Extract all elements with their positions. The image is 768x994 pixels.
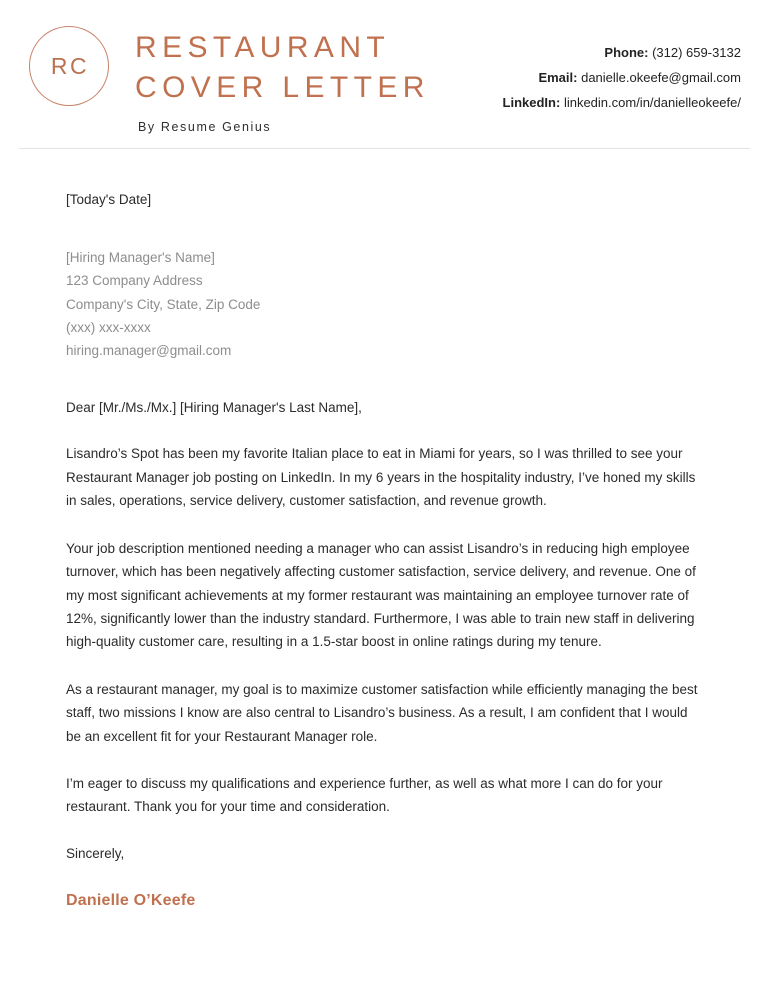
recipient-line: hiring.manager@gmail.com [66,343,232,359]
document-title-line-2: COVER LETTER [135,71,430,104]
recipient-line: Company's City, State, Zip Code [66,296,261,312]
recipient-address [66,246,700,362]
document-title-line-1: RESTAURANT [135,31,391,64]
letter-header [0,0,768,134]
body-paragraph: I’m eager to discuss my qualifications and experience further, as well as what more I can do for your restaurant. Thank you for your time and consideration. [66,775,663,815]
contact-email-label: Email: [538,70,578,85]
salutation: Dear [Mr./Ms./Mx.] [Hiring Manager's Last Name], [66,400,362,416]
recipient-line: 123 Company Address [66,273,203,289]
contact-linkedin [503,90,741,115]
byline: By Resume Genius [138,120,272,134]
contact-phone-value: (312) 659-3132 [652,45,741,60]
closing-line: Sincerely, [66,845,125,861]
contact-linkedin-value: linkedin.com/in/danielleokeefe/ [563,95,741,110]
signature-name: Danielle O’Keefe [66,891,196,909]
recipient-line: (xxx) xxx-xxxx [66,319,151,335]
body-paragraph: Your job description mentioned needing a manager who can assist Lisandro’s in reducing high employee turnover, which has been negatively affecting customer satisfaction, service delivery, and revenue. One of my most significant achievements at my former restaurant was maintaining an employee turnover rate of 12%, significantly lower than the industry standard. Furthermore, I was able to train new staff in delivering high-quality customer care, resulting in a 1.5-star boost in online ratings during my tenure. [66,540,696,650]
contact-linkedin-label: LinkedIn: [502,95,561,110]
letter-body [0,190,700,910]
contact-email-value: danielle.okeefe@gmail.com [581,70,741,85]
monogram-initials: RC [50,52,90,79]
contact-email [503,65,741,90]
header-divider [19,148,750,149]
contact-phone-label: Phone: [604,45,649,60]
contact-block [503,26,742,115]
recipient-line: [Hiring Manager's Name] [66,250,215,265]
letter-date: [Today's Date] [66,192,152,207]
monogram-circle [29,26,109,106]
body-paragraph: As a restaurant manager, my goal is to maximize customer satisfaction while efficiently managing the best staff, two missions I know are also central to Lisandro’s business. As a result, I am confident that I would be an excellent fit for your Restaurant Manager role. [66,681,698,744]
contact-phone [503,40,741,65]
body-paragraph: Lisandro’s Spot has been my favorite Italian place to eat in Miami for years, so I was thrilled to see your Restaurant Manager job posting on LinkedIn. In my 6 years in the hospitality industry, I’ve honed my skills in sales, operations, service delivery, customer satisfaction, and revenue growth. [66,446,696,509]
title-block [135,26,430,134]
